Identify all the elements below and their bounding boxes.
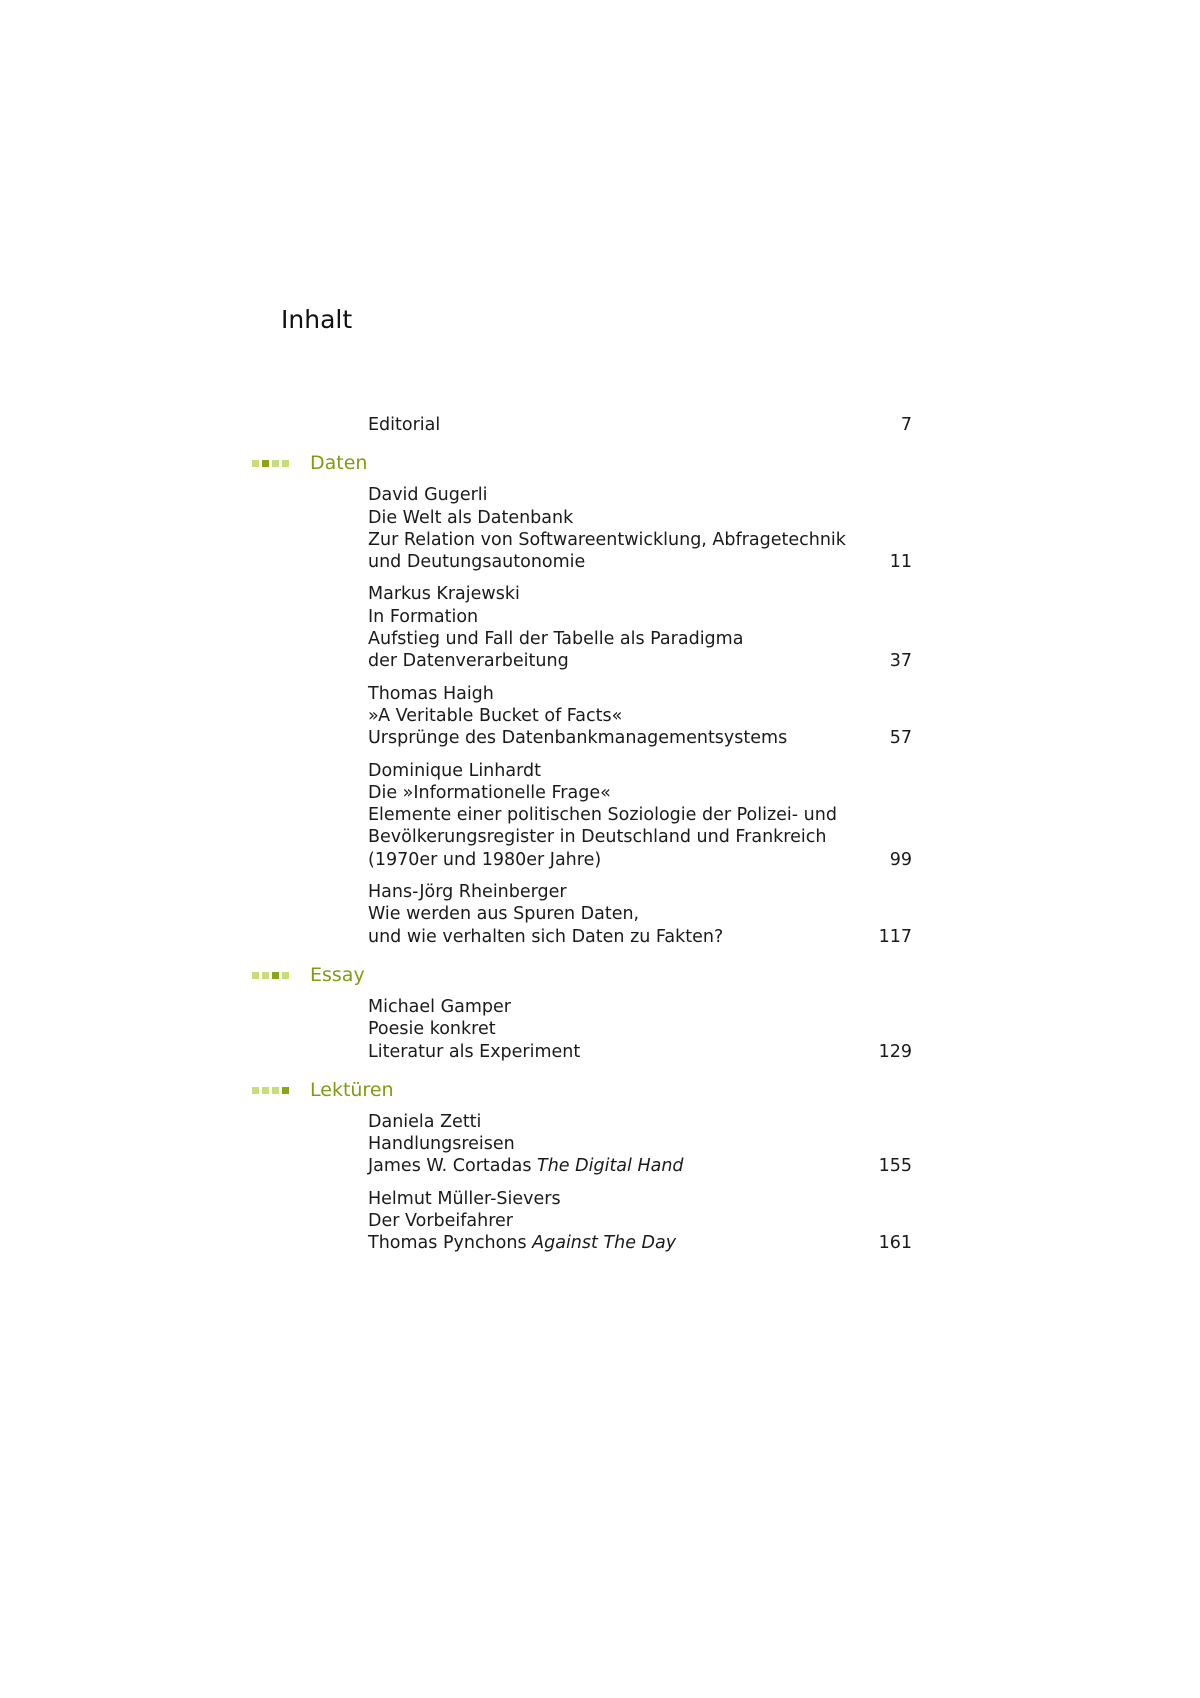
- toc-page-number: 57: [889, 728, 912, 749]
- toc-author: Thomas Haigh: [368, 683, 494, 704]
- toc-title: »A Veritable Bucket of Facts«: [368, 705, 623, 726]
- marker-square: [282, 972, 289, 979]
- toc-entry: [0, 683, 1200, 750]
- section-title: Lektüren: [310, 1078, 394, 1101]
- toc-author: Dominique Linhardt: [368, 760, 541, 781]
- toc-entry: [0, 583, 1200, 672]
- table-of-contents: [0, 414, 1200, 1265]
- section-heading-daten: [0, 452, 1200, 476]
- toc-title: Wie werden aus Spuren Daten,: [368, 904, 640, 925]
- marker-square: [272, 460, 279, 467]
- toc-author: Daniela Zetti: [368, 1111, 482, 1132]
- toc-title: Der Vorbeifahrer: [368, 1211, 513, 1232]
- toc-subtitle-italic: The Digital Hand: [537, 1156, 684, 1177]
- marker-square: [282, 460, 289, 467]
- page-title: Inhalt: [281, 305, 353, 334]
- section-heading-lektueren: [0, 1079, 1200, 1103]
- toc-entry-title: Editorial: [368, 415, 441, 435]
- toc-entry: [0, 1111, 1200, 1178]
- toc-subtitle: Ursprünge des Datenbankmanagementsystems: [368, 728, 788, 749]
- section-heading-essay: [0, 964, 1200, 988]
- toc-page-number: 7: [900, 415, 912, 435]
- toc-page-number: 129: [878, 1041, 912, 1062]
- marker-square: [262, 460, 269, 467]
- marker-square: [272, 972, 279, 979]
- toc-author: Markus Krajewski: [368, 584, 520, 605]
- toc-subtitle: Aufstieg und Fall der Tabelle als Paradigma: [368, 629, 744, 650]
- toc-page-number: 99: [889, 849, 912, 870]
- toc-title: Poesie konkret: [368, 1019, 496, 1040]
- toc-entry: [0, 996, 1200, 1063]
- section-marker-icon: [252, 460, 289, 467]
- toc-subtitle: der Datenverarbeitung: [368, 651, 569, 672]
- toc-subtitle: Bevölkerungsregister in Deutschland und Frankreich: [368, 827, 827, 848]
- toc-entry-editorial: [0, 414, 1200, 436]
- marker-square: [252, 972, 259, 979]
- toc-title: In Formation: [368, 606, 479, 627]
- section-marker-icon: [252, 972, 289, 979]
- toc-subtitle: Elemente einer politischen Soziologie der Polizei- und: [368, 805, 837, 826]
- toc-entry: [0, 484, 1200, 573]
- marker-square: [262, 1087, 269, 1094]
- section-marker-icon: [252, 1087, 289, 1094]
- toc-subtitle: und Deutungsautonomie: [368, 552, 586, 573]
- toc-subtitle: und wie verhalten sich Daten zu Fakten?: [368, 926, 724, 947]
- marker-square: [272, 1087, 279, 1094]
- toc-subtitle: [368, 1232, 868, 1254]
- toc-author: David Gugerli: [368, 485, 488, 506]
- toc-page-number: 161: [878, 1233, 912, 1254]
- toc-subtitle: [368, 1155, 868, 1177]
- toc-entry: [0, 881, 1200, 948]
- toc-subtitle-plain: James W. Cortadas: [368, 1156, 538, 1177]
- toc-entry: [0, 1188, 1200, 1255]
- toc-title: Die »Informationelle Frage«: [368, 782, 611, 803]
- toc-title: Die Welt als Datenbank: [368, 507, 574, 528]
- toc-page-number: 11: [889, 552, 912, 573]
- toc-page-number: 155: [878, 1156, 912, 1177]
- toc-author: Michael Gamper: [368, 996, 511, 1017]
- toc-page-number: 37: [889, 651, 912, 672]
- section-title: Daten: [310, 452, 368, 475]
- section-title: Essay: [310, 963, 365, 986]
- marker-square: [252, 460, 259, 467]
- toc-entry: [0, 760, 1200, 871]
- marker-square: [282, 1087, 289, 1094]
- marker-square: [262, 972, 269, 979]
- toc-subtitle: Literatur als Experiment: [368, 1041, 581, 1062]
- marker-square: [252, 1087, 259, 1094]
- toc-author: Helmut Müller-Sievers: [368, 1188, 561, 1209]
- toc-author: Hans-Jörg Rheinberger: [368, 882, 567, 903]
- toc-page-number: 117: [878, 926, 912, 947]
- toc-subtitle-plain: Thomas Pynchons: [368, 1233, 533, 1254]
- toc-title: Handlungsreisen: [368, 1134, 515, 1155]
- toc-subtitle: Zur Relation von Softwareentwicklung, Abfragetechnik: [368, 529, 846, 550]
- toc-subtitle: (1970er und 1980er Jahre): [368, 849, 602, 870]
- toc-subtitle-italic: Against The Day: [532, 1233, 677, 1254]
